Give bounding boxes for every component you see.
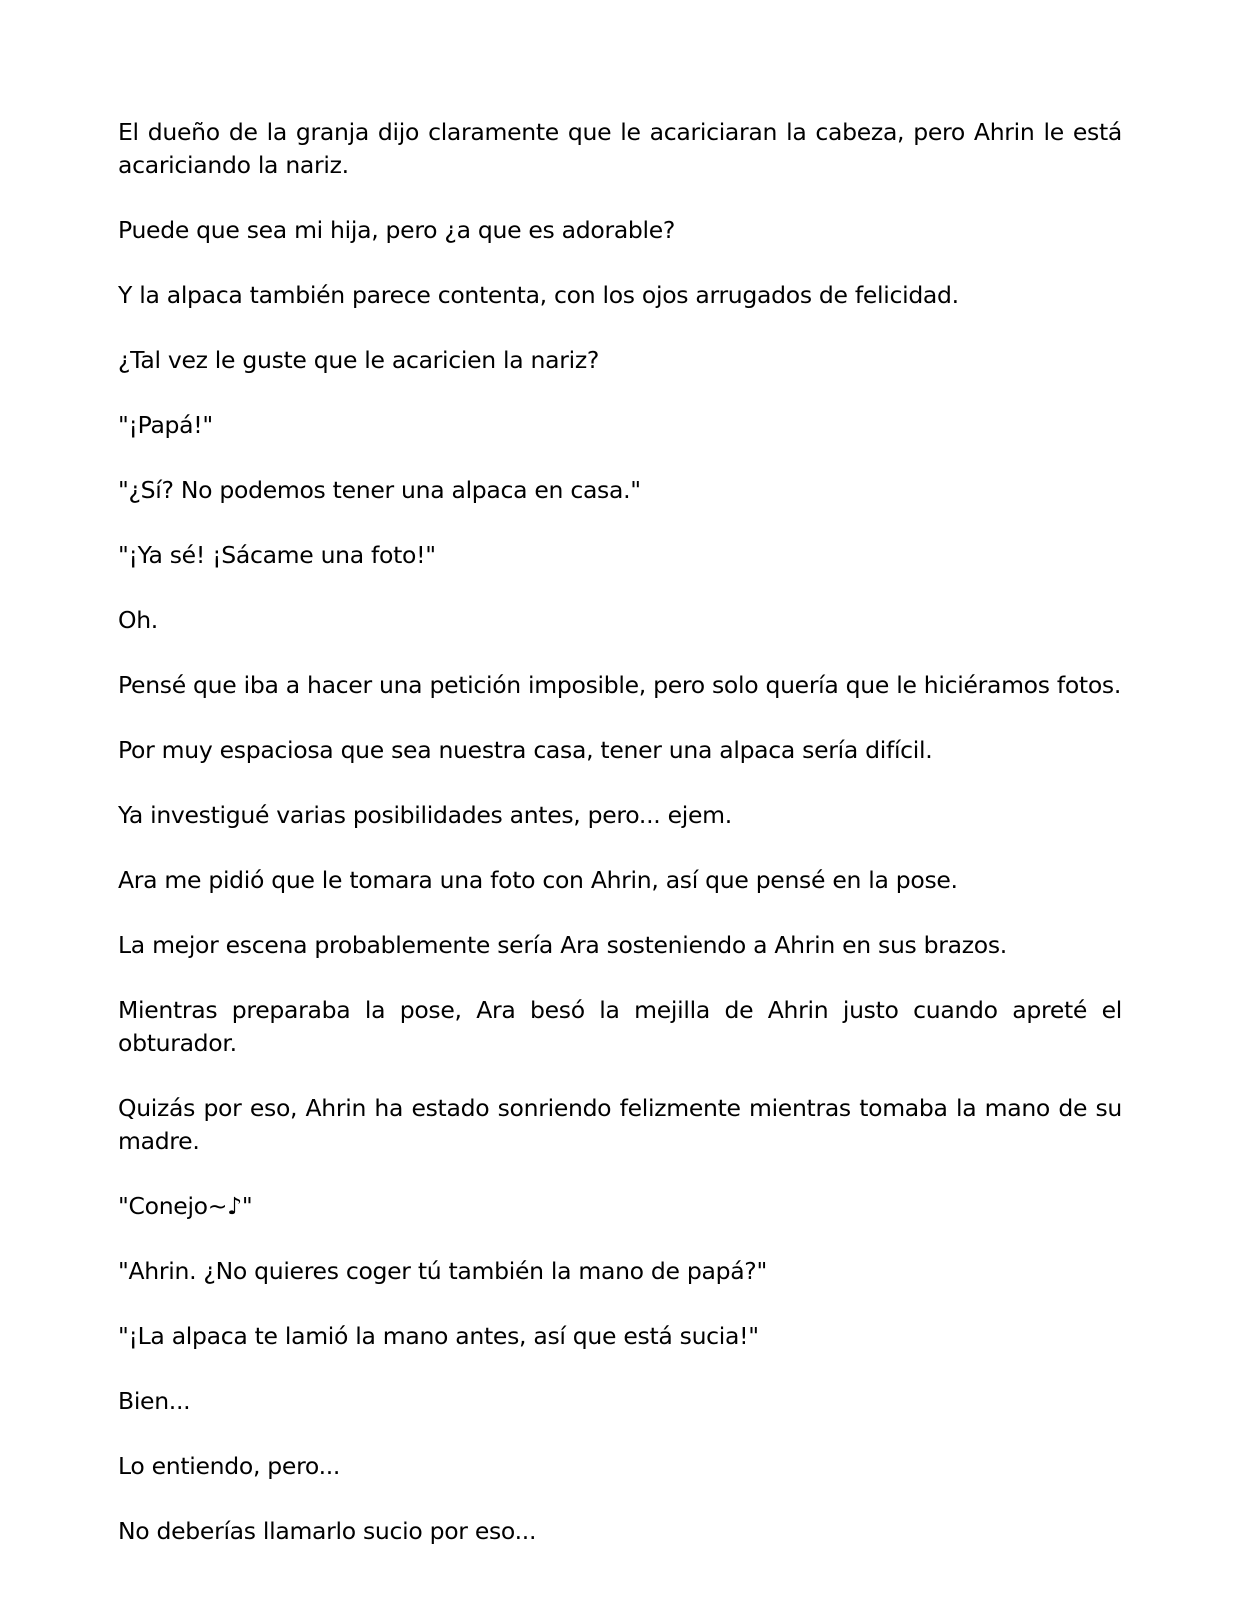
paragraph: Pensé que iba a hacer una petición imposible, pero solo quería que le hiciéramos fotos. <box>118 671 1122 699</box>
paragraph: La mejor escena probablemente sería Ara sosteniendo a Ahrin en sus brazos. <box>118 931 1007 959</box>
paragraph: Oh. <box>118 606 158 634</box>
paragraph: Bien... <box>118 1387 191 1415</box>
paragraph: "¡La alpaca te lamió la mano antes, así que está sucia!" <box>118 1322 759 1350</box>
paragraph: ¿Tal vez le guste que le acaricien la nariz? <box>118 346 600 374</box>
paragraph: No deberías llamarlo sucio por eso... <box>118 1517 537 1545</box>
paragraph: "Conejo~♪" <box>118 1192 253 1220</box>
paragraph: Mientras preparaba la pose, Ara besó la mejilla de Ahrin justo cuando apreté el obturador. <box>118 996 1122 1057</box>
paragraph: Y la alpaca también parece contenta, con los ojos arrugados de felicidad. <box>118 281 959 309</box>
paragraph: Lo entiendo, pero... <box>118 1452 341 1480</box>
document-body <box>118 116 1122 1548</box>
paragraph: "¡Ya sé! ¡Sácame una foto!" <box>118 541 436 569</box>
paragraph: Ara me pidió que le tomara una foto con Ahrin, así que pensé en la pose. <box>118 866 958 894</box>
paragraph: El dueño de la granja dijo claramente que le acariciaran la cabeza, pero Ahrin le está acariciando la nariz. <box>118 118 1122 179</box>
paragraph: Por muy espaciosa que sea nuestra casa, tener una alpaca sería difícil. <box>118 736 933 764</box>
paragraph: "¡Papá!" <box>118 411 213 439</box>
paragraph: Ya investigué varias posibilidades antes, pero... ejem. <box>118 801 732 829</box>
paragraph: Quizás por eso, Ahrin ha estado sonriendo felizmente mientras tomaba la mano de su madre. <box>118 1094 1122 1155</box>
paragraph: Puede que sea mi hija, pero ¿a que es adorable? <box>118 216 676 244</box>
paragraph: "Ahrin. ¿No quieres coger tú también la mano de papá?" <box>118 1257 767 1285</box>
paragraph: "¿Sí? No podemos tener una alpaca en casa." <box>118 476 641 504</box>
